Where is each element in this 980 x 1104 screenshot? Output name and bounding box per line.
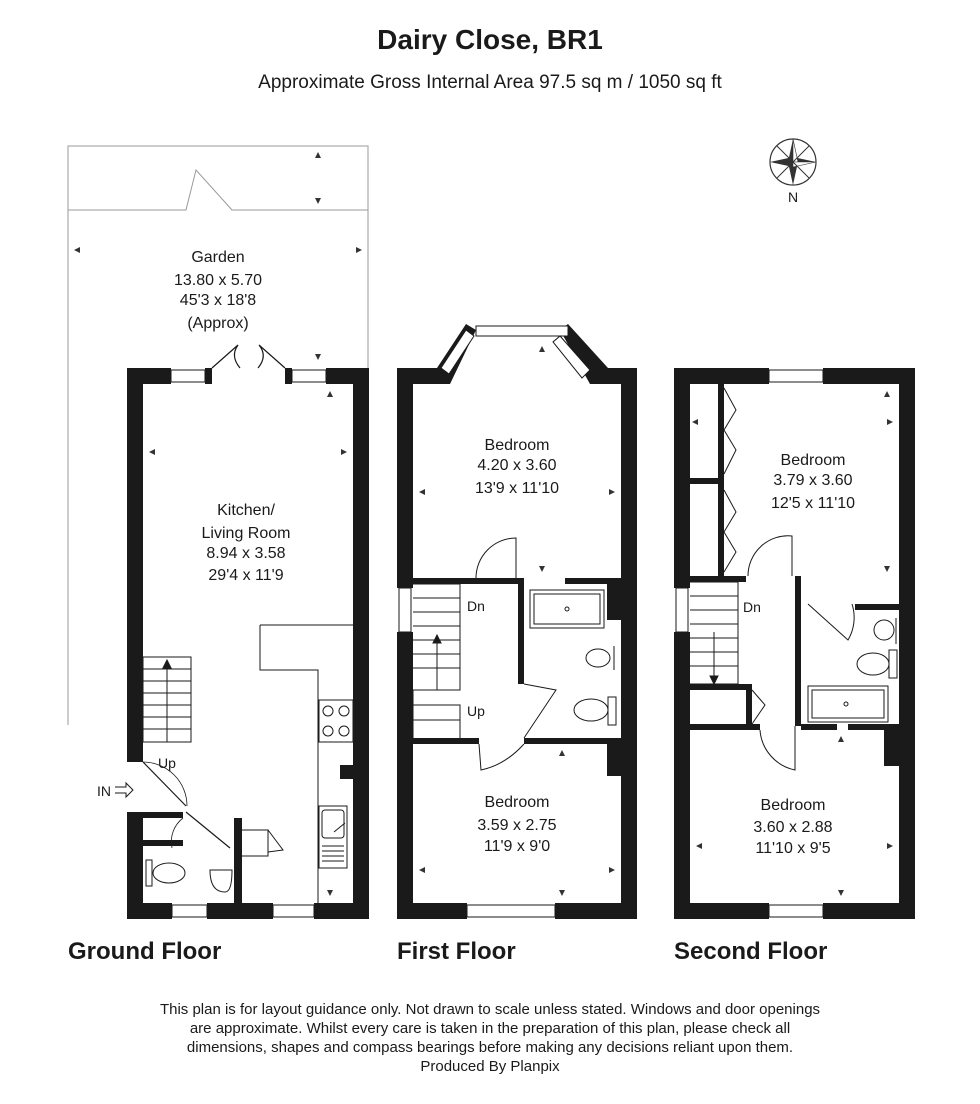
svg-text:Bedroom: Bedroom: [484, 794, 550, 811]
svg-text:3.60 x 2.88: 3.60 x 2.88: [753, 819, 833, 836]
second-bedroom-front-label: [771, 452, 855, 512]
second-floor-stairs: [690, 582, 738, 684]
compass-north-label: N: [787, 189, 799, 205]
first-bedroom-front-label: [475, 437, 559, 497]
second-stairs-dn-label: Dn: [743, 599, 761, 615]
svg-text:12'5 x 11'10: 12'5 x 11'10: [770, 495, 856, 512]
first-stairs-up-label: Up: [467, 703, 485, 719]
second-bedroom-rear-label: [753, 797, 832, 857]
svg-text:(Approx): (Approx): [187, 315, 249, 332]
disclaimer-line-4: Produced By Planpix: [420, 1058, 560, 1075]
svg-text:11'9 x 9'0: 11'9 x 9'0: [483, 838, 551, 855]
svg-text:Bedroom: Bedroom: [760, 797, 826, 814]
svg-text:Garden: Garden: [191, 249, 245, 266]
svg-text:3.59 x 2.75: 3.59 x 2.75: [477, 817, 557, 834]
svg-text:13.80 x 5.70: 13.80 x 5.70: [173, 272, 263, 289]
ground-stairs: [143, 657, 191, 742]
svg-text:Kitchen/: Kitchen/: [217, 502, 275, 519]
kitchen-label: [202, 502, 291, 584]
first-basin-icon: [586, 646, 614, 670]
svg-text:3.79 x 3.60: 3.79 x 3.60: [773, 472, 853, 489]
svg-text:8.94 x 3.58: 8.94 x 3.58: [206, 545, 286, 562]
svg-text:Living Room: Living Room: [201, 525, 291, 542]
first-floor-dimension-arrows: [419, 346, 615, 896]
svg-text:Bedroom: Bedroom: [484, 437, 550, 454]
entrance-label: IN: [97, 783, 111, 799]
second-floor-wardrobes: [724, 388, 736, 572]
second-shower-icon: [808, 686, 888, 722]
ground-wc-toilet-icon: [146, 860, 185, 886]
plan-title: Dairy Close, BR1: [377, 24, 603, 55]
ground-floor-label: Ground Floor: [68, 938, 222, 965]
area-subtitle: Approximate Gross Internal Area 97.5 sq m / 1050 sq ft: [258, 72, 722, 93]
ground-stairs-up-label: Up: [158, 755, 176, 771]
disclaimer-line-3: dimensions, shapes and compass bearings before making any decisions reliant upon them.: [186, 1039, 794, 1056]
svg-text:11'10 x 9'5: 11'10 x 9'5: [755, 840, 831, 857]
second-floor-doors: [748, 536, 854, 770]
first-floor-label: First Floor: [397, 938, 516, 965]
garden-french-doors: [212, 345, 285, 368]
svg-text:29'4 x 11'9: 29'4 x 11'9: [208, 567, 284, 584]
second-floor-walls: [674, 368, 915, 919]
ground-wc-basin-icon: [210, 870, 232, 892]
first-bedroom-rear-label: [477, 794, 556, 855]
second-toilet-icon: [857, 650, 897, 678]
disclaimer: [60, 1000, 920, 1076]
entrance-arrow-icon: [115, 783, 133, 797]
disclaimer-line-1: This plan is for layout guidance only. Not drawn to scale unless stated. Windows and door openings: [159, 1001, 821, 1018]
second-floor-label: Second Floor: [674, 938, 828, 965]
garden-label: [174, 249, 262, 332]
first-floor-stairs: [413, 584, 460, 738]
ground-storage-cupboard: [242, 830, 283, 856]
svg-text:45'3 x 18'8: 45'3 x 18'8: [179, 292, 257, 309]
kitchen-dimension-arrows: [149, 391, 347, 896]
garden-outline: [68, 146, 368, 725]
ground-floor-walls: [127, 368, 369, 919]
first-shower-icon: [530, 590, 604, 628]
front-door: [143, 762, 230, 848]
kitchen-sink-icon: [319, 806, 347, 868]
second-basin-icon: [874, 618, 896, 644]
first-floor-doors: [476, 538, 556, 770]
first-toilet-icon: [574, 697, 616, 725]
svg-text:4.20 x 3.60: 4.20 x 3.60: [477, 457, 557, 474]
svg-text:13'9 x 11'10: 13'9 x 11'10: [474, 480, 560, 497]
svg-text:Bedroom: Bedroom: [780, 452, 846, 469]
hob-icon: [319, 700, 353, 742]
disclaimer-line-2: are approximate. Whilst every care is taken in the preparation of this plan, please check all: [189, 1020, 791, 1037]
first-stairs-dn-label: Dn: [467, 598, 485, 614]
ground-floor-windows: [171, 370, 326, 917]
compass-icon: [770, 139, 816, 185]
